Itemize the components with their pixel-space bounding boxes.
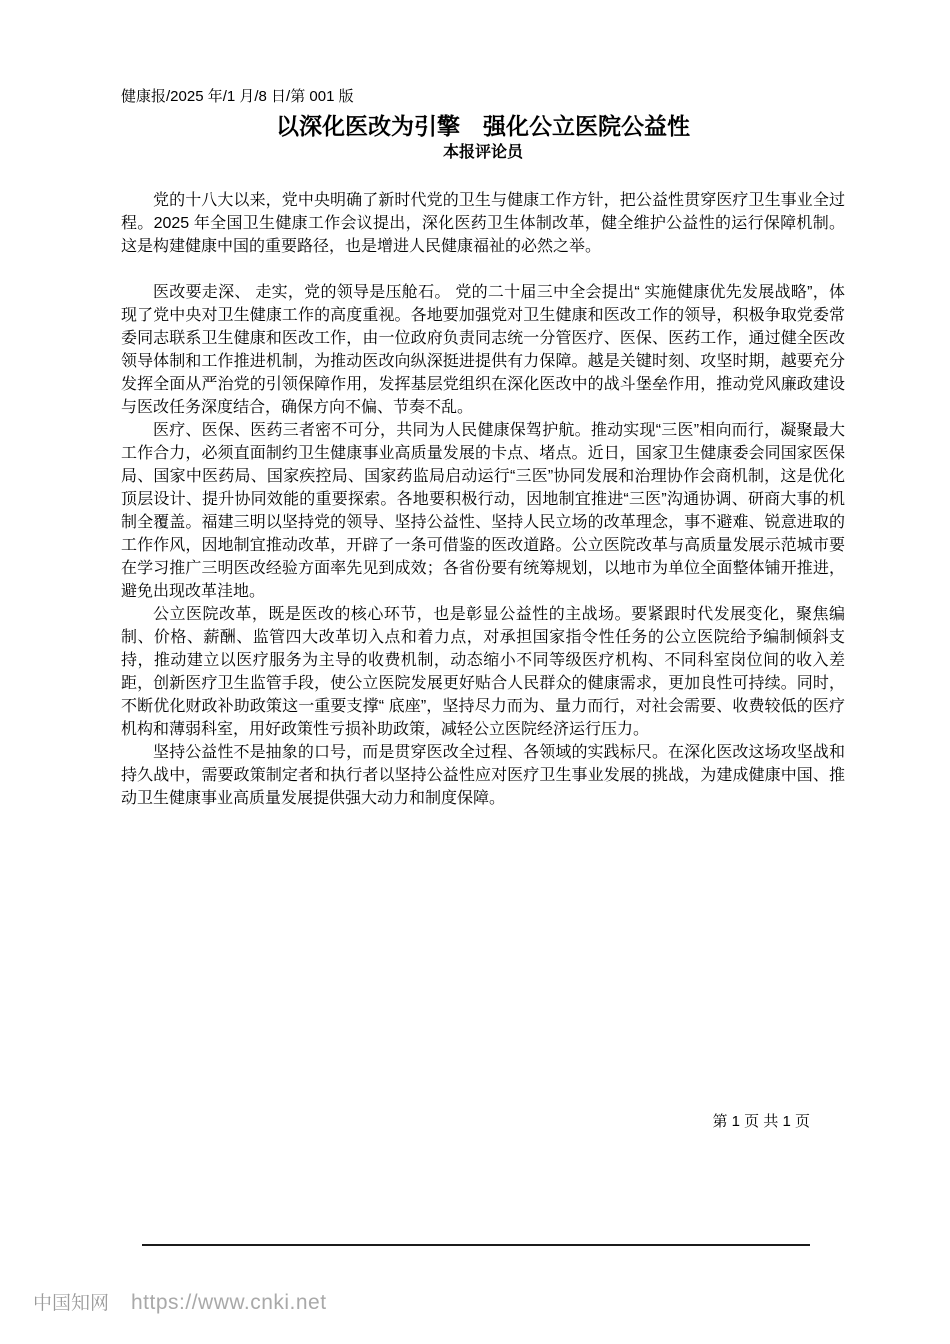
article-paragraph: 医疗、医保、医药三者密不可分，共同为人民健康保驾护航。推动实现“三医”相向而行，凝聚最大工作合力，必须直面制约卫生健康事业高质量发展的卡点、堵点。近日，国家卫生健康委会同国家医保局、国家中医药局、国家疾控局、国家药监局启动运行“三医”协同发展和治理协作会商机制，这是优化顶层设计、提升协同效能的重要探索。各地要积极行动，因地制宜推进“三医”沟通协调、研商大事的机制全覆盖。福建三明以坚持党的领导、坚持公益性、坚持人民立场的改革理念，事不避难、锐意进取的工作作风，因地制宜推动改革，开辟了一条可借鉴的医改道路。公立医院改革与高质量发展示范城市要在学习推广三明医改经验方面率先见到成效；各省份要有统筹规划，以地市为单位全面整体铺开推进，避免出现改革洼地。: [121, 422, 845, 600]
article-body: [121, 189, 845, 810]
article-paragraph: 医改要走深、 走实，党的领导是压舱石。 党的二十届三中全会提出“ 实施健康优先发展战略”，体现了党中央对卫生健康工作的高度重视。各地要加强党对卫生健康和医改工作的领导，积极争取党委常委同志联系卫生健康和医改工作，由一位政府负责同志统一分管医疗、医保、医药工作，通过健全医改领导体制和工作推进机制，为推动医改向纵深挺进提供有力保障。越是关键时刻、攻坚时期，越要充分发挥全面从严治党的引领保障作用，发挥基层党组织在深化医改中的战斗堡垒作用，推动党风廉政建设与医改任务深度结合，确保方向不偏、节奏不乱。: [121, 284, 845, 416]
article-paragraph: 公立医院改革，既是医改的核心环节，也是彰显公益性的主战场。要紧跟时代发展变化，聚焦编制、价格、薪酬、监管四大改革切入点和着力点，对承担国家指令性任务的公立医院给予编制倾斜支持，推动建立以医疗服务为主导的收费机制，动态缩小不同等级医疗机构、不同科室岗位间的收入差距，创新医疗卫生监管手段，使公立医院发展更好贴合人民群众的健康需求，更加良性可持续。同时，不断优化财政补助政策这一重要支撑“ 底座”，坚持尽力而为、量力而行，对社会需要、收费较低的医疗机构和薄弱科室，用好政策性亏损补助政策，减轻公立医院经济运行压力。: [121, 606, 845, 738]
page-number: 第 1 页 共 1 页: [712, 1113, 810, 1130]
article-content: [121, 88, 845, 810]
source-line: 健康报/2025 年/1 月/8 日/第 001 版: [121, 88, 354, 105]
article-byline: 本报评论员: [442, 144, 523, 161]
cnki-url-watermark: https://www.cnki.net: [131, 1291, 327, 1314]
article-paragraph: 党的十八大以来，党中央明确了新时代党的卫生与健康工作方针，把公益性贯穿医疗卫生事业全过程。2025 年全国卫生健康工作会议提出，深化医药卫生体制改革，健全维护公益性的运行保障机制。这是构建健康中国的重要路径，也是增进人民健康福祉的必然之举。: [121, 192, 845, 255]
article-paragraph: 坚持公益性不是抽象的口号，而是贯穿医改全过程、各领域的实践标尺。在深化医改这场攻坚战和持久战中，需要政策制定者和执行者以坚持公益性应对医疗卫生事业发展的挑战，为建成健康中国、推动卫生健康事业高质量发展提供强大动力和制度保障。: [121, 744, 845, 807]
article-title: 以深化医改为引擎 强化公立医院公益性: [276, 113, 690, 139]
footer-divider: [142, 1244, 810, 1246]
cnki-brand-watermark: 中国知网: [33, 1293, 110, 1314]
